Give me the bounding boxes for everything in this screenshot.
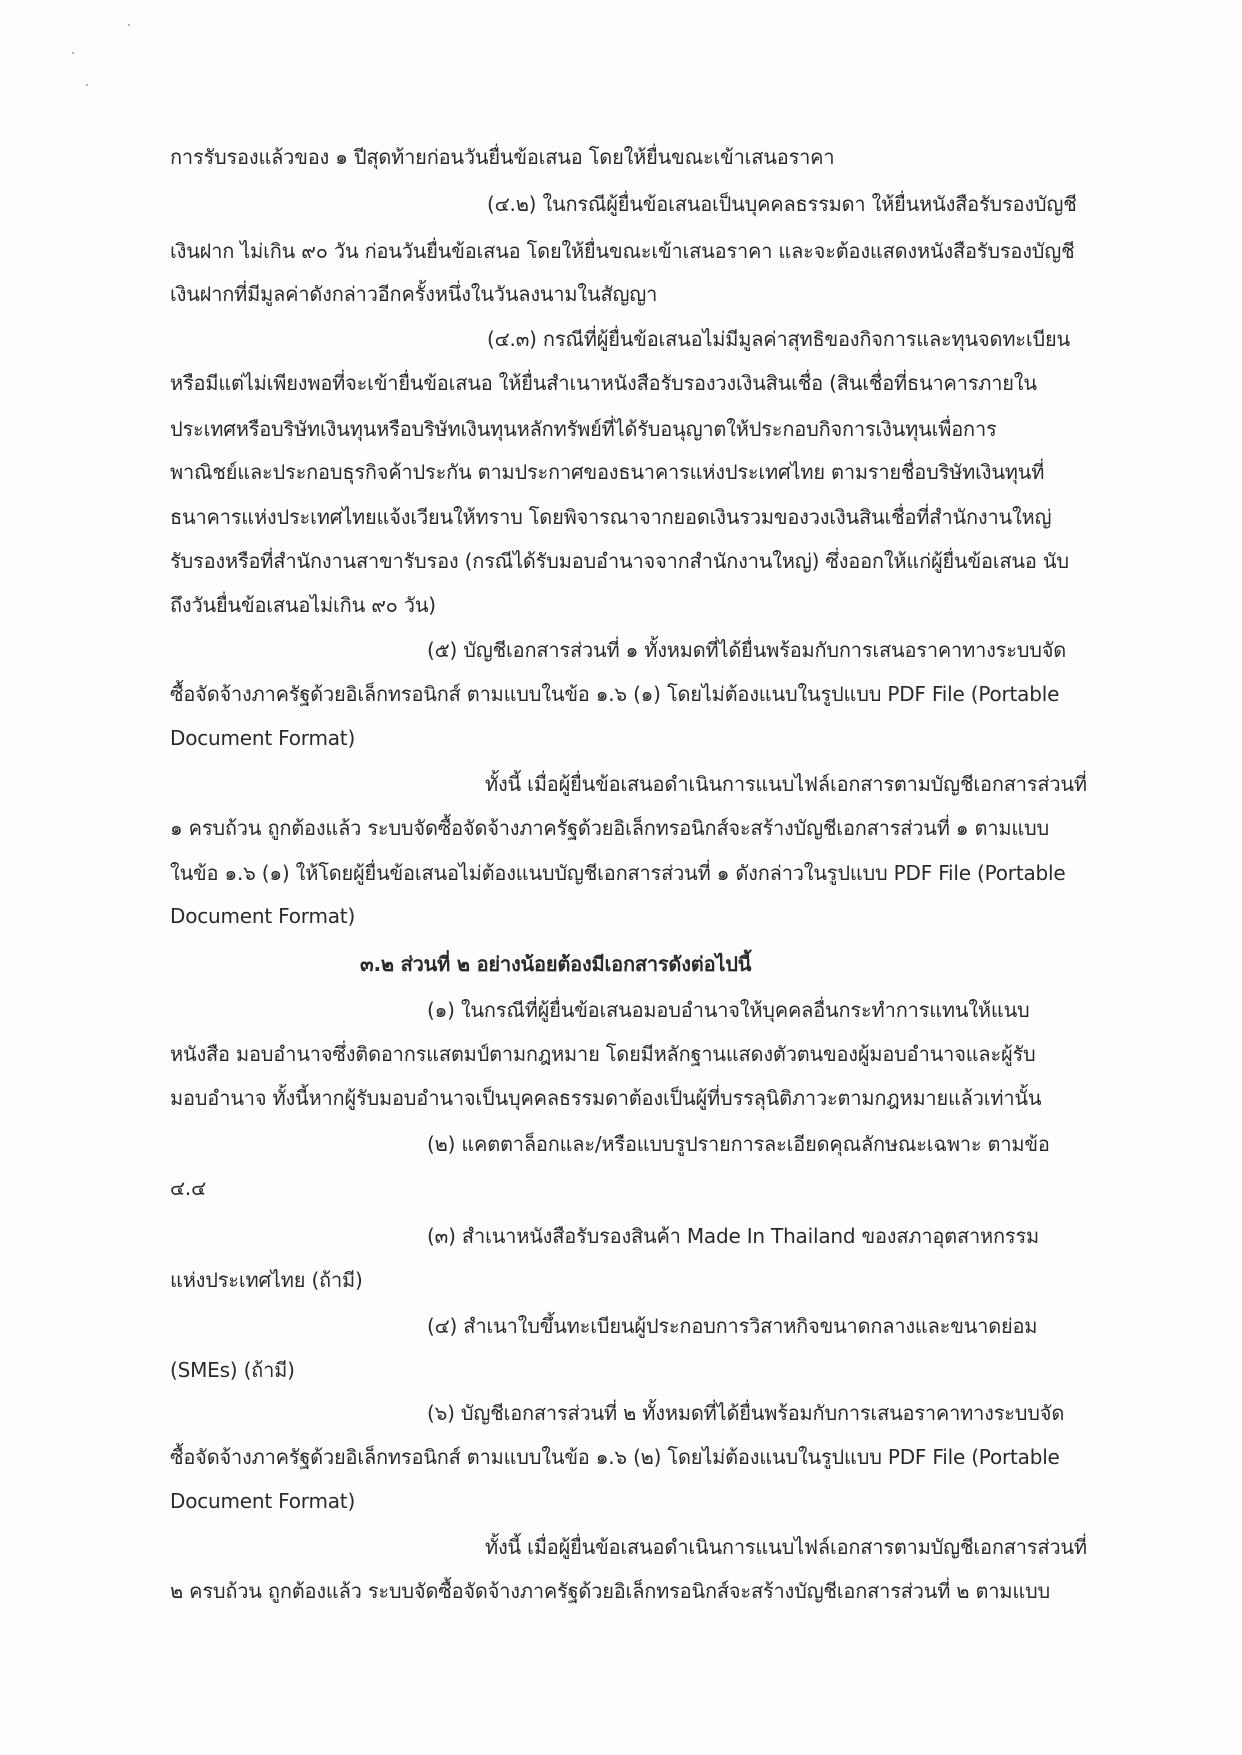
- text-line: การรับรองแล้วของ ๑ ปีสุดท้ายก่อนวันยื่นข้อเสนอ โดยให้ยื่นขณะเข้าเสนอราคา: [170, 145, 835, 169]
- text-line: หรือมีแต่ไม่เพียงพอที่จะเข้ายื่นข้อเสนอ ให้ยื่นสำเนาหนังสือรับรองวงเงินสินเชื่อ (สินเชื่อที่ธนาคารภายใน: [170, 371, 1037, 395]
- text-line: ซื้อจัดจ้างภาครัฐด้วยอิเล็กทรอนิกส์ ตามแบบในข้อ ๑.๖ (๒) โดยไม่ต้องแนบในรูปแบบ PDF File (Portable: [170, 1445, 1060, 1469]
- text-line: ประเทศหรือบริษัทเงินทุนหรือบริษัทเงินทุนหลักทรัพย์ที่ได้รับอนุญาตให้ประกอบกิจการเงินทุนเพื่อการ: [170, 417, 997, 441]
- text-line: (๕) บัญชีเอกสารส่วนที่ ๑ ทั้งหมดที่ได้ยื่นพร้อมกับการเสนอราคาทางระบบจัด: [427, 638, 1067, 662]
- text-line: พาณิชย์และประกอบธุรกิจค้าประกัน ตามประกาศของธนาคารแห่งประเทศไทย ตามรายชื่อบริษัทเงินทุนที่: [170, 460, 1045, 484]
- text-line: ซื้อจัดจ้างภาครัฐด้วยอิเล็กทรอนิกส์ ตามแบบในข้อ ๑.๖ (๑) โดยไม่ต้องแนบในรูปแบบ PDF File (Portable: [170, 682, 1060, 706]
- text-line: ธนาคารแห่งประเทศไทยแจ้งเวียนให้ทราบ โดยพิจารณาจากยอดเงินรวมของวงเงินสินเชื่อที่สำนักงานใหญ่: [170, 505, 1052, 529]
- text-line: ถึงวันยื่นข้อเสนอไม่เกิน ๙๐ วัน): [170, 593, 436, 617]
- text-line: (๔.๒) ในกรณีผู้ยื่นข้อเสนอเป็นบุคคลธรรมดา ให้ยื่นหนังสือรับรองบัญชี: [487, 192, 1077, 216]
- scan-speck: [72, 52, 74, 54]
- section-heading: ๓.๒ ส่วนที่ ๒ อย่างน้อยต้องมีเอกสารดังต่อไปนี้: [360, 952, 752, 976]
- text-line: แห่งประเทศไทย (ถ้ามี): [170, 1268, 363, 1292]
- text-line: Document Format): [170, 726, 356, 750]
- text-line: Document Format): [170, 1489, 356, 1513]
- text-line: ทั้งนี้ เมื่อผู้ยื่นข้อเสนอดำเนินการแนบไฟล์เอกสารตามบัญชีเอกสารส่วนที่: [485, 772, 1087, 796]
- text-line: (๔) สำเนาใบขึ้นทะเบียนผู้ประกอบการวิสาหกิจขนาดกลางและขนาดย่อม: [427, 1314, 1038, 1338]
- text-line: (๒) แคตตาล็อกและ/หรือแบบรูปรายการละเอียดคุณลักษณะเฉพาะ ตามข้อ: [427, 1132, 1050, 1156]
- text-line: มอบอำนาจ ทั้งนี้หากผู้รับมอบอำนาจเป็นบุคคลธรรมดาต้องเป็นผู้ที่บรรลุนิติภาวะตามกฎหมายแล้วเท่านั้น: [170, 1086, 1042, 1110]
- text-line: ๔.๔: [170, 1176, 207, 1200]
- text-line: (๔.๓) กรณีที่ผู้ยื่นข้อเสนอไม่มีมูลค่าสุทธิของกิจการและทุนจดทะเบียน: [487, 327, 1070, 351]
- scan-speck: [86, 84, 88, 86]
- text-line: ทั้งนี้ เมื่อผู้ยื่นข้อเสนอดำเนินการแนบไฟล์เอกสารตามบัญชีเอกสารส่วนที่: [485, 1535, 1087, 1559]
- text-line: ในข้อ ๑.๖ (๑) ให้โดยผู้ยื่นข้อเสนอไม่ต้องแนบบัญชีเอกสารส่วนที่ ๑ ดังกล่าวในรูปแบบ PDF File (Portable: [170, 861, 1066, 885]
- text-line: เงินฝาก ไม่เกิน ๙๐ วัน ก่อนวันยื่นข้อเสนอ โดยให้ยื่นขณะเข้าเสนอราคา และจะต้องแสดงหนังสือรับรองบัญชี: [170, 239, 1075, 263]
- text-line: รับรองหรือที่สำนักงานสาขารับรอง (กรณีได้รับมอบอำนาจจากสำนักงานใหญ่) ซึ่งออกให้แก่ผู้ยื่นข้อเสนอ นับ: [170, 549, 1069, 573]
- text-line: (๓) สำเนาหนังสือรับรองสินค้า Made In Thailand ของสภาอุตสาหกรรม: [427, 1224, 1039, 1248]
- text-line: Document Format): [170, 904, 356, 928]
- text-line: ๒ ครบถ้วน ถูกต้องแล้ว ระบบจัดซื้อจัดจ้างภาครัฐด้วยอิเล็กทรอนิกส์จะสร้างบัญชีเอกสารส่วนที่ ๒ ตามแบบ: [170, 1579, 1051, 1603]
- text-line: หนังสือ มอบอำนาจซึ่งติดอากรแสตมป์ตามกฎหมาย โดยมีหลักฐานแสดงตัวตนของผู้มอบอำนาจและผู้รับ: [170, 1042, 1036, 1066]
- text-line: (๖) บัญชีเอกสารส่วนที่ ๒ ทั้งหมดที่ได้ยื่นพร้อมกับการเสนอราคาทางระบบจัด: [427, 1401, 1065, 1425]
- text-line: (SMEs) (ถ้ามี): [170, 1358, 295, 1382]
- text-line: ๑ ครบถ้วน ถูกต้องแล้ว ระบบจัดซื้อจัดจ้างภาครัฐด้วยอิเล็กทรอนิกส์จะสร้างบัญชีเอกสารส่วนที่ ๑ ตามแบบ: [170, 816, 1050, 840]
- scan-speck: [128, 24, 130, 26]
- text-line: (๑) ในกรณีที่ผู้ยื่นข้อเสนอมอบอำนาจให้บุคคลอื่นกระทำการแทนให้แนบ: [427, 998, 1030, 1022]
- text-line: เงินฝากที่มีมูลค่าดังกล่าวอีกครั้งหนึ่งในวันลงนามในสัญญา: [170, 282, 658, 306]
